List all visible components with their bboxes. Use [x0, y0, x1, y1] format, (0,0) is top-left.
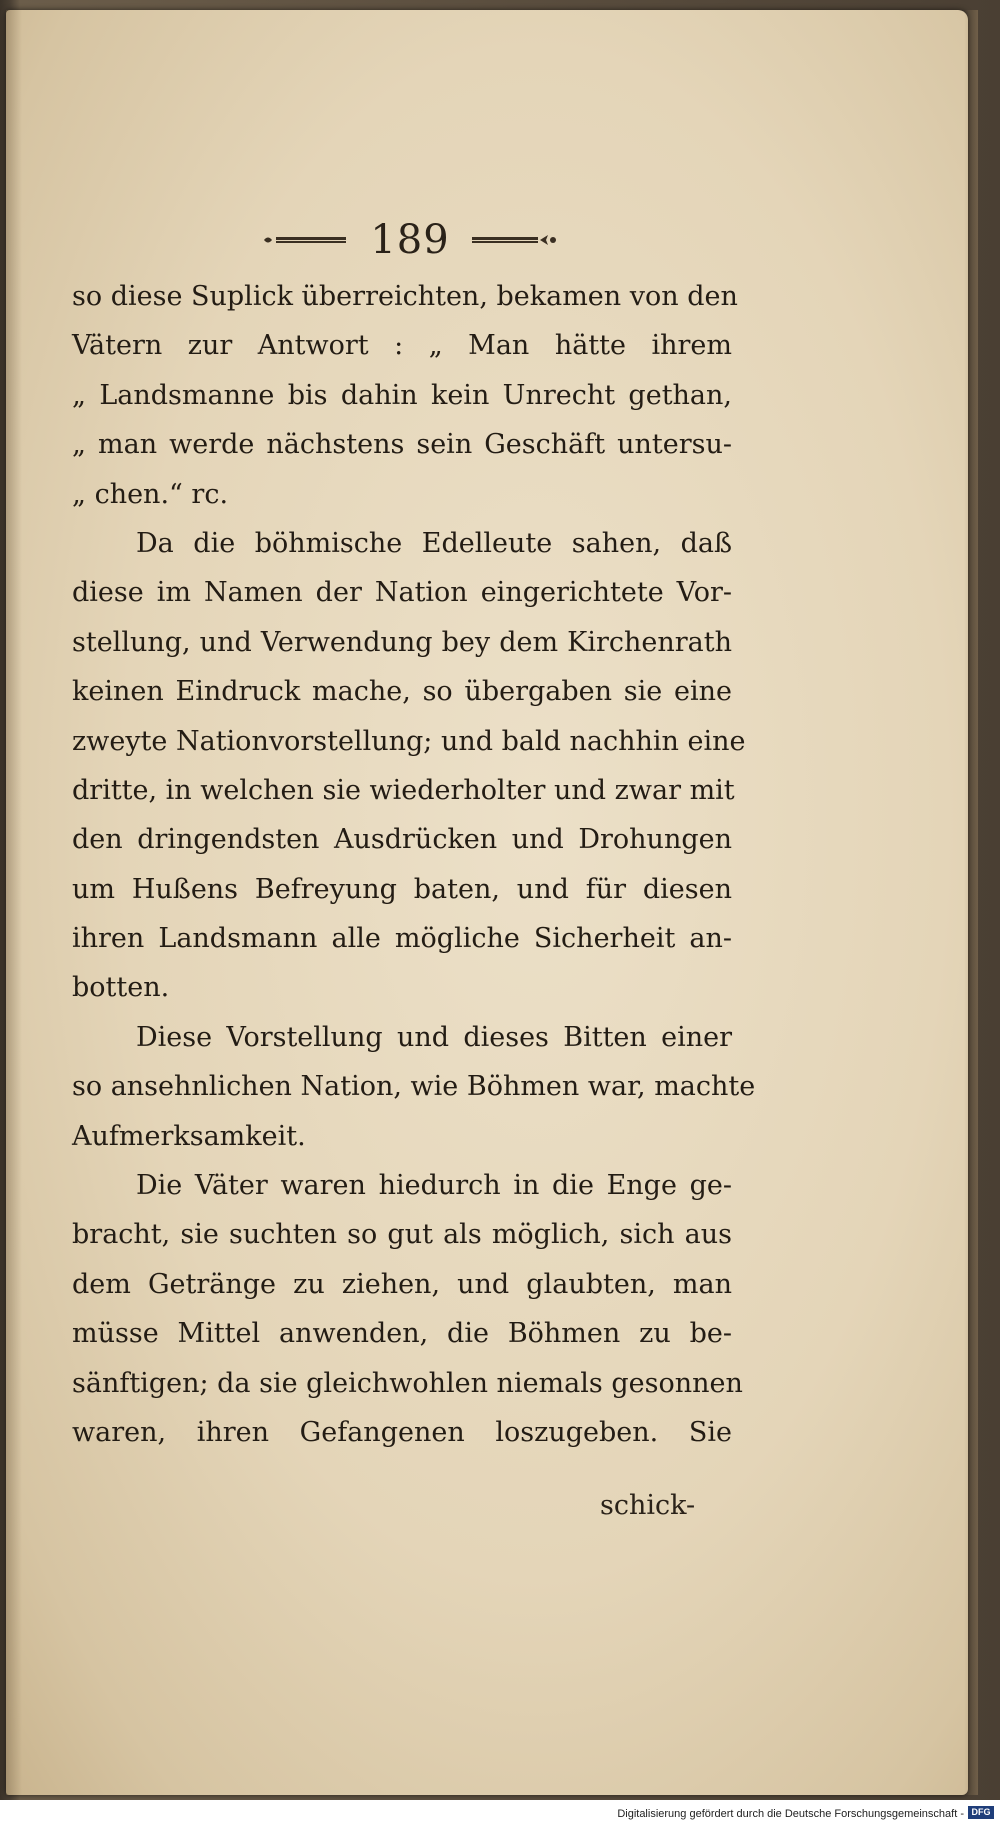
text-line: stellung, und Verwendung bey dem Kirchenrath — [72, 626, 732, 658]
text-line: dem Getränge zu ziehen, und glaubten, man — [72, 1268, 732, 1300]
text-line: Vätern zur Antwort : „ Man hätte ihrem — [72, 330, 732, 362]
page-number: 189 — [370, 217, 450, 263]
text-line: Aufmerksamkeit. — [72, 1120, 306, 1152]
text-line: Die Väter waren hiedurch in die Enge ge- — [136, 1170, 732, 1202]
text-line: keinen Eindruck mache, so übergaben sie eine — [72, 676, 732, 708]
text-line: „ chen.“ rc. — [72, 478, 229, 510]
page-gutter-shadow — [6, 10, 22, 1795]
text-line: sänftigen; da sie gleichwohlen niemals gesonnen — [72, 1367, 743, 1399]
text-line: dritte, in welchen sie wiederholter und zwar mit — [72, 774, 735, 806]
body-text — [72, 272, 756, 1457]
text-line: den dringendsten Ausdrücken und Drohungen — [72, 824, 732, 856]
text-line: Da die böhmische Edelleute sahen, daß — [136, 527, 732, 559]
funding-credit: Digitalisierung gefördert durch die Deutsche Forschungsgemeinschaft - — [617, 1808, 964, 1820]
text-line: so ansehnlichen Nation, wie Böhmen war, machte — [72, 1071, 756, 1103]
text-line: diese im Namen der Nation eingerichtete Vor- — [72, 577, 732, 609]
catchword: schick- — [600, 1490, 696, 1521]
page-edge-shadow — [964, 10, 978, 1795]
text-line: bracht, sie suchten so gut als möglich, sich aus — [72, 1219, 732, 1251]
text-line: so diese Suplick überreichten, bekamen von den — [72, 281, 738, 312]
left-ornament-icon — [262, 233, 352, 247]
text-line: waren, ihren Gefangenen loszugeben. Sie — [72, 1416, 732, 1448]
footer-bar — [0, 1800, 1000, 1827]
text-line: zweyte Nationvorstellung; und bald nachhin eine — [72, 725, 746, 757]
text-line: müsse Mittel anwenden, die Böhmen zu be- — [72, 1318, 732, 1350]
text-line: „ man werde nächstens sein Geschäft untersu- — [72, 429, 732, 461]
page-header — [240, 210, 580, 270]
dfg-logo: DFG — [968, 1806, 994, 1819]
text-line: ihren Landsmann alle mögliche Sicherheit an- — [72, 923, 732, 955]
text-line: um Hußens Befreyung baten, und für diesen — [72, 873, 732, 905]
text-line: „ Landsmanne bis dahin kein Unrecht gethan, — [72, 379, 732, 411]
text-line: botten. — [72, 972, 170, 1004]
right-ornament-icon — [468, 233, 558, 247]
text-line: Diese Vorstellung und dieses Bitten einer — [136, 1021, 732, 1053]
